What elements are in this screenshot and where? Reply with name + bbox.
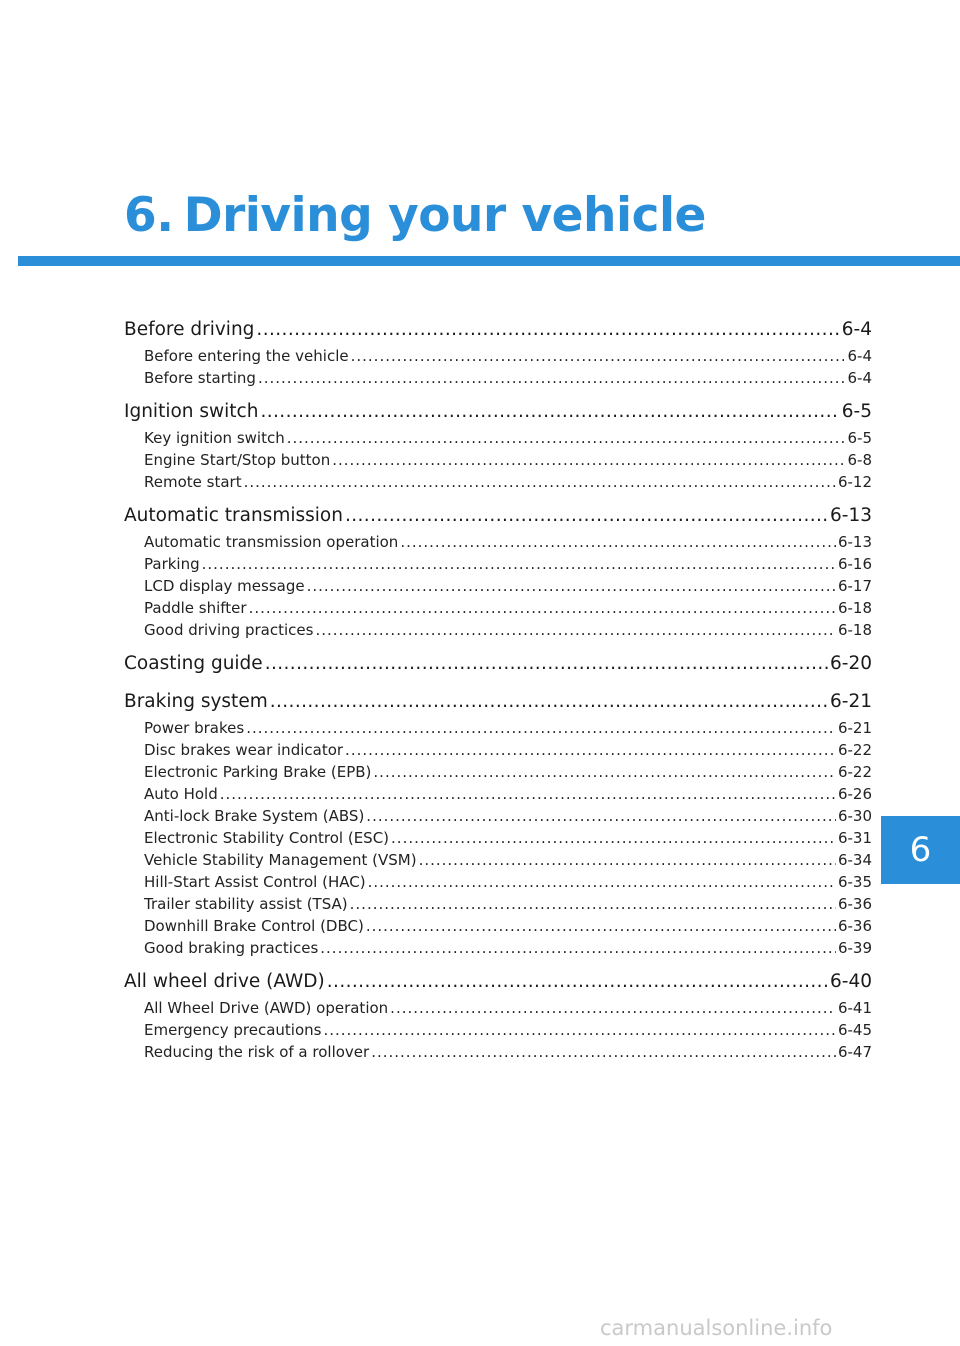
dot-leader (373, 761, 836, 783)
toc-entry-title: Before entering the vehicle (144, 347, 349, 365)
toc-entry-title: Good braking practices (144, 939, 319, 957)
toc-entry-page: 6-4 (847, 369, 872, 387)
toc-section-heading-title: Automatic transmission (124, 505, 343, 526)
toc-entry-page: 6-18 (837, 621, 872, 639)
toc-entry[interactable] (124, 783, 872, 805)
toc-entry-page: 6-39 (837, 939, 872, 957)
dot-leader (202, 553, 836, 575)
toc-entry-title: Power brakes (144, 719, 245, 737)
toc-section (124, 315, 872, 389)
dot-leader (368, 871, 836, 893)
toc-section-heading-title: Before driving (124, 319, 255, 340)
toc-entry[interactable] (124, 427, 872, 449)
toc-entry-title: Electronic Parking Brake (EPB) (144, 763, 372, 781)
dot-leader (287, 427, 846, 449)
toc-entry[interactable] (124, 449, 872, 471)
toc-entry-title: Electronic Stability Control (ESC) (144, 829, 390, 847)
toc-entry-page: 6-18 (837, 599, 872, 617)
toc-section-heading-page: 6-40 (830, 971, 872, 992)
toc-entry-title: Paddle shifter (144, 599, 247, 617)
toc-section (124, 967, 872, 1063)
toc-entry-title: Auto Hold (144, 785, 218, 803)
toc-entry-title: Key ignition switch (144, 429, 285, 447)
dot-leader (391, 827, 836, 849)
toc-section-heading-title: Ignition switch (124, 401, 259, 422)
toc-entry-title: Remote start (144, 473, 242, 491)
chapter-tab-number: 6 (909, 830, 932, 870)
toc-section-heading[interactable] (124, 315, 872, 345)
toc-section-heading-page: 6-13 (830, 505, 872, 526)
toc-entry-title: Trailer stability assist (TSA) (144, 895, 348, 913)
toc-entry-page: 6-22 (837, 741, 872, 759)
toc-section-heading[interactable] (124, 397, 872, 427)
toc-entry[interactable] (124, 619, 872, 641)
toc-entry-page: 6-13 (837, 533, 872, 551)
table-of-contents (124, 315, 872, 1063)
dot-leader (220, 783, 836, 805)
toc-entry[interactable] (124, 1019, 872, 1041)
toc-entry-page: 6-22 (837, 763, 872, 781)
toc-section-heading-title: Braking system (124, 691, 268, 712)
toc-entry-page: 6-45 (837, 1021, 872, 1039)
toc-entry-title: Disc brakes wear indicator (144, 741, 344, 759)
toc-section-heading[interactable] (124, 501, 872, 531)
dot-leader (419, 849, 836, 871)
toc-entry[interactable] (124, 997, 872, 1019)
watermark: carmanualsonline.info (600, 1316, 833, 1340)
toc-entry[interactable] (124, 915, 872, 937)
dot-leader (400, 531, 836, 553)
toc-entry-title: Reducing the risk of a rollover (144, 1043, 370, 1061)
dot-leader (323, 1019, 836, 1041)
dot-leader (270, 687, 828, 717)
toc-entry[interactable] (124, 937, 872, 959)
toc-section-heading[interactable] (124, 967, 872, 997)
toc-section-heading[interactable] (124, 687, 872, 717)
dot-leader (315, 619, 836, 641)
toc-entry-page: 6-5 (847, 429, 872, 447)
toc-entry-page: 6-41 (837, 999, 872, 1017)
toc-entry[interactable] (124, 471, 872, 493)
dot-leader (320, 937, 836, 959)
dot-leader (244, 471, 836, 493)
toc-section-heading-page: 6-5 (841, 401, 872, 422)
dot-leader (350, 893, 836, 915)
toc-section-heading-page: 6-21 (830, 691, 872, 712)
dot-leader (366, 805, 836, 827)
toc-entry-title: Before starting (144, 369, 256, 387)
toc-entry-title: LCD display message (144, 577, 305, 595)
toc-entry-page: 6-21 (837, 719, 872, 737)
toc-entry-page: 6-47 (837, 1043, 872, 1061)
toc-entry[interactable] (124, 345, 872, 367)
toc-entry[interactable] (124, 597, 872, 619)
toc-entry[interactable] (124, 893, 872, 915)
toc-entry-page: 6-26 (837, 785, 872, 803)
toc-section (124, 397, 872, 493)
toc-entry-title: Downhill Brake Control (DBC) (144, 917, 364, 935)
toc-entry[interactable] (124, 575, 872, 597)
toc-entry-title: Vehicle Stability Management (VSM) (144, 851, 417, 869)
toc-entry[interactable] (124, 1041, 872, 1063)
chapter-number: 6. (124, 188, 174, 243)
toc-entry-title: Automatic transmission operation (144, 533, 399, 551)
toc-entry-title: All Wheel Drive (AWD) operation (144, 999, 389, 1017)
toc-entry-title: Emergency precautions (144, 1021, 322, 1039)
dot-leader (307, 575, 836, 597)
toc-entry[interactable] (124, 805, 872, 827)
toc-section (124, 687, 872, 959)
dot-leader (345, 739, 836, 761)
toc-entry-page: 6-12 (837, 473, 872, 491)
toc-entry-title: Parking (144, 555, 200, 573)
toc-entry-page: 6-35 (837, 873, 872, 891)
toc-entry-page: 6-36 (837, 917, 872, 935)
dot-leader (332, 449, 845, 471)
toc-section-heading-title: Coasting guide (124, 653, 263, 674)
dot-leader (256, 315, 839, 345)
toc-entry-page: 6-16 (837, 555, 872, 573)
dot-leader (351, 345, 846, 367)
toc-section-heading-title: All wheel drive (AWD) (124, 971, 325, 992)
dot-leader (265, 649, 828, 679)
toc-entry[interactable] (124, 761, 872, 783)
toc-section-heading-page: 6-20 (830, 653, 872, 674)
toc-entry[interactable] (124, 739, 872, 761)
toc-entry[interactable] (124, 553, 872, 575)
toc-entry[interactable] (124, 367, 872, 389)
dot-leader (260, 397, 839, 427)
toc-entry-page: 6-30 (837, 807, 872, 825)
chapter-tab[interactable] (881, 816, 960, 884)
toc-entry-page: 6-8 (847, 451, 872, 469)
toc-entry[interactable] (124, 531, 872, 553)
dot-leader (371, 1041, 836, 1063)
toc-entry-page: 6-31 (837, 829, 872, 847)
title-divider (18, 256, 960, 266)
toc-section (124, 649, 872, 679)
toc-entry-title: Hill-Start Assist Control (HAC) (144, 873, 366, 891)
toc-entry-title: Engine Start/Stop button (144, 451, 331, 469)
toc-section-heading-page: 6-4 (841, 319, 872, 340)
toc-entry-page: 6-4 (847, 347, 872, 365)
toc-section-heading[interactable] (124, 649, 872, 679)
chapter-title (124, 188, 706, 243)
toc-entry-page: 6-36 (837, 895, 872, 913)
dot-leader (345, 501, 828, 531)
chapter-title-text: Driving your vehicle (183, 188, 706, 243)
toc-entry-title: Anti-lock Brake System (ABS) (144, 807, 365, 825)
dot-leader (258, 367, 846, 389)
toc-entry[interactable] (124, 717, 872, 739)
toc-entry[interactable] (124, 849, 872, 871)
toc-entry-page: 6-34 (837, 851, 872, 869)
dot-leader (327, 967, 828, 997)
toc-entry-page: 6-17 (837, 577, 872, 595)
toc-entry-title: Good driving practices (144, 621, 314, 639)
toc-section (124, 501, 872, 641)
toc-entry[interactable] (124, 871, 872, 893)
dot-leader (390, 997, 836, 1019)
dot-leader (249, 597, 836, 619)
toc-entry[interactable] (124, 827, 872, 849)
dot-leader (366, 915, 836, 937)
dot-leader (246, 717, 836, 739)
